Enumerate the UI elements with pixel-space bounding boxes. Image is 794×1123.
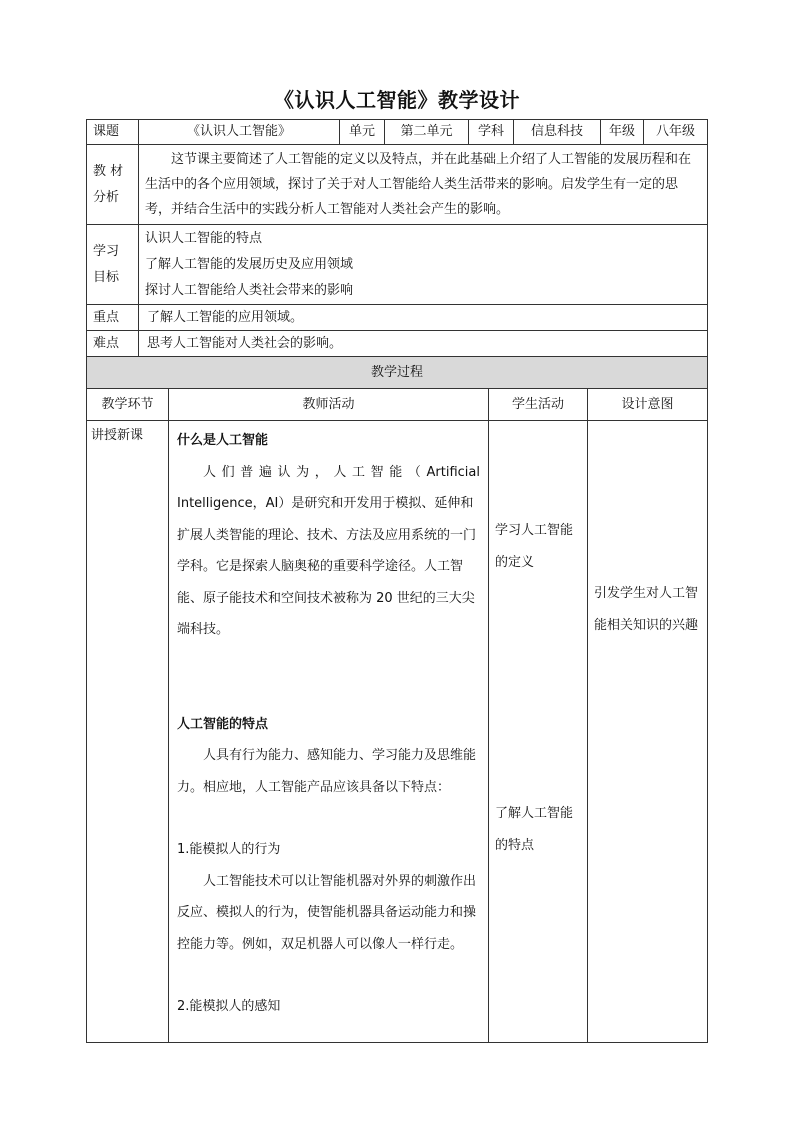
paragraph: 人们普遍认为，人工智能（Artificial (203, 464, 480, 480)
paragraph: 人具有行为能力、感知能力、学习能力及思维能力。相应地，人工智能产品应该具备以下特点： (177, 748, 477, 795)
intent-item: 引发学生对人工智能相关知识的兴趣 (594, 586, 699, 633)
topic-label: 课题 (87, 120, 139, 145)
subject-label: 学科 (469, 120, 514, 145)
page-title: 《认识人工智能》教学设计 (274, 88, 520, 112)
subheading: 1.能模拟人的行为 (177, 842, 281, 857)
subheading: 2.能模拟人的感知 (177, 999, 281, 1014)
goal-item: 了解人工智能的发展历史及应用领域 (145, 256, 354, 272)
goal-item: 探讨人工智能给人类社会带来的影响 (145, 282, 354, 298)
unit-value: 第二单元 (385, 120, 469, 145)
goals-list (139, 225, 708, 305)
info-table (86, 119, 708, 357)
col-stage: 教学环节 (87, 389, 169, 421)
difficult-text: 思考人工智能对人类社会的影响。 (139, 331, 708, 357)
student-activity (489, 421, 588, 1043)
paragraph: 人工智能技术可以让智能机器对外界的刺激作出反应、模拟人的行为，使智能机器具备运动能力和操控能力等。例如，双足机器人可以像人一样行走。 (177, 873, 477, 952)
key-text: 了解人工智能的应用领域。 (139, 305, 708, 331)
grade-value: 八年级 (644, 120, 708, 145)
analysis-label: 教 材 分析 (87, 145, 139, 225)
student-item: 学习人工智能的定义 (495, 523, 574, 570)
goals-label: 学习 目标 (87, 225, 139, 305)
paragraph: Intelligence，AI）是研究和开发用于模拟、延伸和扩展人类智能的理论、技术、方法及应用系统的一门学科。它是探索人脑奥秘的重要科学途径。人工智能、原子能技术和空间技术被称为 20 世纪的三大尖端科技。 (177, 496, 477, 637)
process-table (86, 356, 708, 1043)
analysis-text: 这节课主要简述了人工智能的定义以及特点，并在此基础上介绍了人工智能的发展历程和在生活中的各个应用领域，探讨了关于对人工智能给人类生活带来的影响。启发学生有一定的思考，并结合生活中的实践分析人工智能对人类社会产生的影响。 (139, 145, 708, 225)
unit-label: 单元 (340, 120, 385, 145)
subject-value: 信息科技 (514, 120, 601, 145)
section-heading: 人工智能的特点 (177, 716, 269, 732)
col-student: 学生活动 (489, 389, 588, 421)
section-heading: 什么是人工智能 (177, 433, 269, 448)
topic-value: 《认识人工智能》 (139, 120, 340, 145)
key-label: 重点 (87, 305, 139, 331)
stage-cell: 讲授新课 (87, 421, 169, 1043)
design-intent (588, 421, 708, 1043)
col-intent: 设计意图 (588, 389, 708, 421)
teacher-activity (169, 421, 489, 1043)
difficult-label: 难点 (87, 331, 139, 357)
grade-label: 年级 (601, 120, 644, 145)
process-header: 教学过程 (87, 357, 708, 389)
goal-item: 认识人工智能的特点 (145, 230, 263, 246)
col-teacher: 教师活动 (169, 389, 489, 421)
student-item: 了解人工智能的特点 (495, 806, 574, 853)
